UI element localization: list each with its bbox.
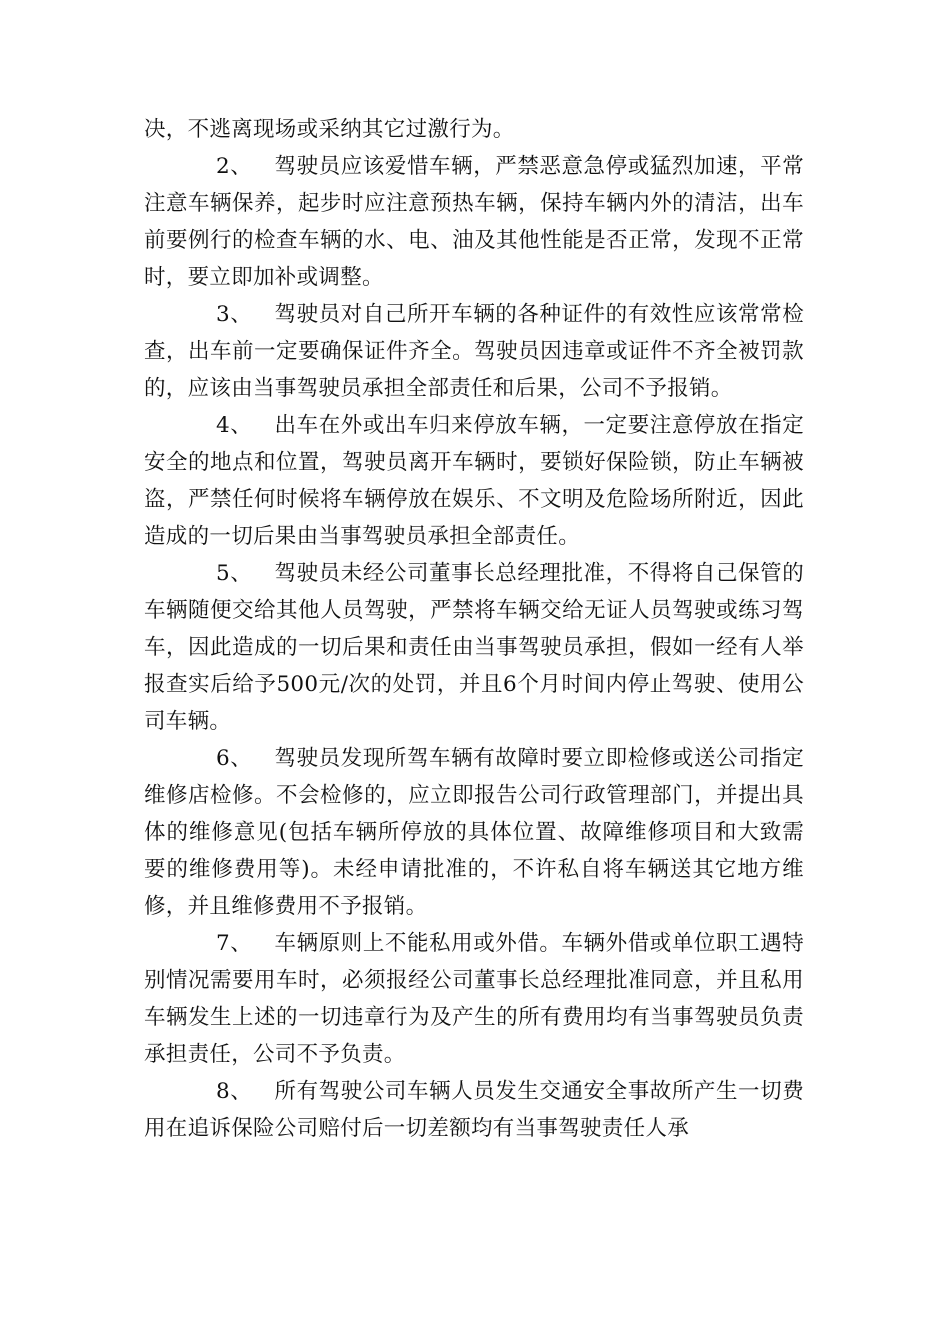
paragraph-text: 驾驶员未经公司董事长总经理批准，不得将自己保管的车辆随便交给其他人员驾驶，严禁将车辆交给无证人员驾驶或练习驾车，因此造成的一切后果和责任由当事驾驶员承担，假如一经有人举报查实后给予500元/次的处罚，并且6个月时间内停止驾驶、使用公司车辆。 [144,561,804,734]
item-number: 8、 [216,1079,253,1104]
paragraph-text: 驾驶员对自己所开车辆的各种证件的有效性应该常常检查，出车前一定要确保证件齐全。驾驶员因违章或证件不齐全被罚款的，应该由当事驾驶员承担全部责任和后果，公司不予报销。 [144,302,804,401]
paragraph-item-5 [144,555,804,740]
paragraph-item-8 [144,1073,804,1147]
item-number: 3、 [216,302,253,327]
document-body [144,111,804,1147]
item-number: 5、 [216,561,253,586]
paragraph-item-4 [144,407,804,555]
paragraph-item-6 [144,740,804,925]
paragraph-text: 出车在外或出车归来停放车辆，一定要注意停放在指定安全的地点和位置，驾驶员离开车辆时，要锁好保险锁，防止车辆被盗，严禁任何时候将车辆停放在娱乐、不文明及危险场所附近，因此造成的一切后果由当事驾驶员承担全部责任。 [144,413,804,549]
paragraph-text: 驾驶员应该爱惜车辆，严禁恶意急停或猛烈加速，平常注意车辆保养，起步时应注意预热车辆，保持车辆内外的清洁，出车前要例行的检查车辆的水、电、油及其他性能是否正常，发现不正常时，要立即加补或调整。 [144,154,804,290]
paragraph-text: 车辆原则上不能私用或外借。车辆外借或单位职工遇特别情况需要用车时，必须报经公司董事长总经理批准同意，并且私用车辆发生上述的一切违章行为及产生的所有费用均有当事驾驶员负责承担责任，公司不予负责。 [144,931,804,1067]
paragraph-text: 决，不逃离现场或采纳其它过激行为。 [144,117,515,142]
paragraph-text: 所有驾驶公司车辆人员发生交通安全事故所产生一切费用在追诉保险公司赔付后一切差额均有当事驾驶责任人承 [144,1079,804,1141]
item-number: 2、 [216,154,253,179]
item-number: 7、 [216,931,253,956]
item-number: 6、 [216,746,253,771]
paragraph-item-7 [144,925,804,1073]
paragraph-text: 驾驶员发现所驾车辆有故障时要立即检修或送公司指定维修店检修。不会检修的，应立即报告公司行政管理部门，并提出具体的维修意见(包括车辆所停放的具体位置、故障维修项目和大致需要的维修费用等)。未经申请批准的，不许私自将车辆送其它地方维修，并且维修费用不予报销。 [144,746,804,919]
paragraph-continuation [144,111,804,148]
paragraph-item-2 [144,148,804,296]
paragraph-item-3 [144,296,804,407]
item-number: 4、 [216,413,253,438]
